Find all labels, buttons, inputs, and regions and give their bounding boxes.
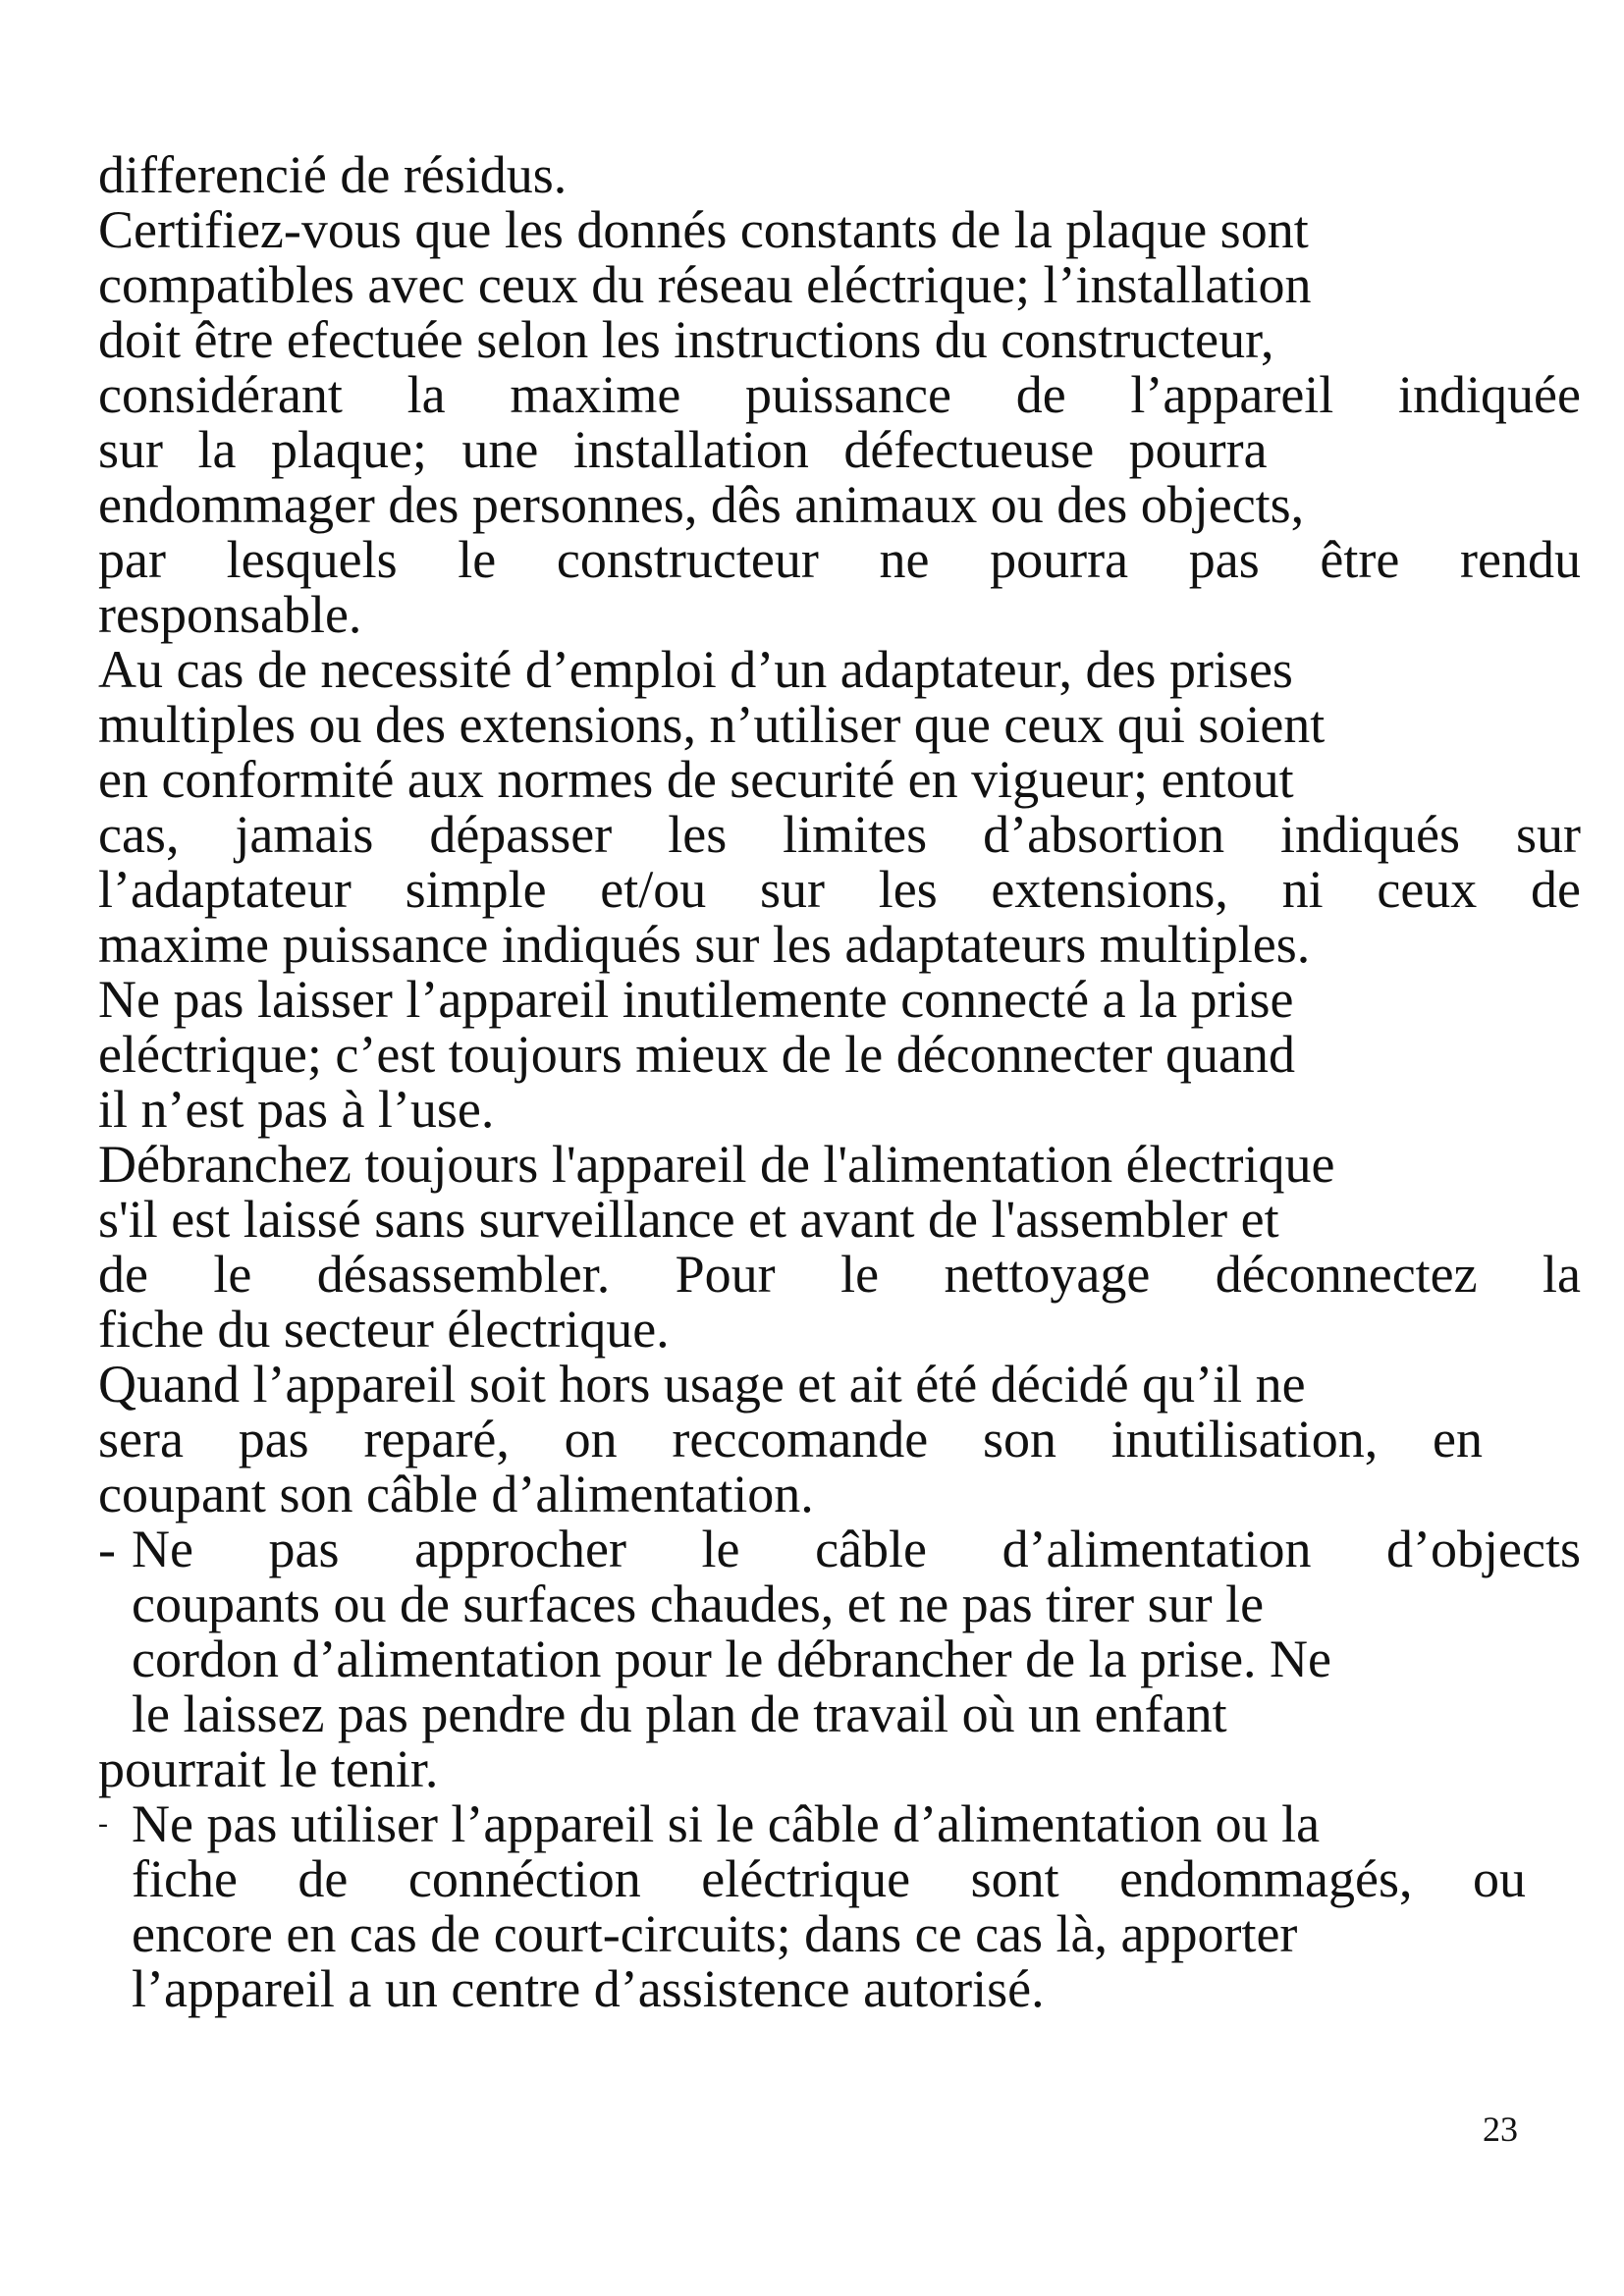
text-line: fiche de connéction eléctrique sont endommagés, ou xyxy=(132,1849,1526,1908)
text-line: pourrait le tenir. xyxy=(98,1739,439,1798)
text-line: endommager des personnes, dês animaux ou des objects, xyxy=(98,475,1305,534)
bullet-dash: - xyxy=(98,1520,116,1578)
text-line: encore en cas de court-circuits; dans ce cas là, apporter xyxy=(132,1904,1298,1963)
page-number: 23 xyxy=(1483,2109,1518,2149)
text-line: considérant la maxime puissance de l’appareil indiquée xyxy=(98,365,1581,424)
bullet-dash: - xyxy=(98,1807,108,1840)
text-line: Ne pas laisser l’appareil inutilemente connecté a la prise xyxy=(98,970,1294,1029)
document-body xyxy=(98,147,1581,2016)
paragraph-residus xyxy=(98,147,1581,202)
text-line: il n’est pas à l’use. xyxy=(98,1080,495,1139)
text-line: Quand l’appareil soit hors usage et ait été décidé qu’il ne xyxy=(98,1355,1306,1414)
text-line: l’adaptateur simple et/ou sur les extensions, ni ceux de xyxy=(98,860,1581,919)
text-line: Au cas de necessité d’emploi d’un adaptateur, des prises xyxy=(98,640,1293,699)
text-line: coupant son câble d’alimentation. xyxy=(98,1465,814,1523)
bullet-item-cable xyxy=(98,1522,1581,1796)
paragraph-hors-usage xyxy=(98,1357,1581,1522)
text-line: sur la plaque; une installation défectueuse pourra xyxy=(98,420,1268,479)
text-line: Ne pas approcher le câble d’alimentation d’objects xyxy=(132,1520,1581,1578)
text-line: Débranchez toujours l'appareil de l'alimentation électrique xyxy=(98,1135,1335,1194)
text-line: le laissez pas pendre du plan de travail où un enfant xyxy=(132,1684,1227,1743)
text-line: responsable. xyxy=(98,585,362,644)
text-line: cordon d’alimentation pour le débrancher de la prise. Ne xyxy=(132,1629,1332,1688)
text-line: doit être efectuée selon les instructions du constructeur, xyxy=(98,310,1274,369)
text-line: eléctrique; c’est toujours mieux de le déconnecter quand xyxy=(98,1025,1296,1084)
text-line: Certifiez-vous que les donnés constants de la plaque sont xyxy=(98,200,1309,259)
paragraph-debranchez xyxy=(98,1137,1581,1357)
bullet-item-fiche xyxy=(98,1796,1581,2016)
paragraph-installation xyxy=(98,202,1581,642)
text-line: multiples ou des extensions, n’utiliser que ceux qui soient xyxy=(98,695,1326,754)
text-line: en conformité aux normes de securité en vigueur; entout xyxy=(98,750,1294,809)
text-line: fiche du secteur électrique. xyxy=(98,1300,670,1359)
text-line: compatibles avec ceux du réseau eléctrique; l’installation xyxy=(98,255,1312,314)
text-line: differencié de résidus. xyxy=(98,145,568,204)
text-line: par lesquels le constructeur ne pourra pas être rendu xyxy=(98,530,1581,589)
text-line: cas, jamais dépasser les limites d’absortion indiqués sur xyxy=(98,805,1581,864)
paragraph-adaptateur xyxy=(98,642,1581,972)
text-line: s'il est laissé sans surveillance et avant de l'assembler et xyxy=(98,1190,1279,1249)
text-line: de le désassembler. Pour le nettoyage déconnectez la xyxy=(98,1245,1581,1304)
text-line: l’appareil a un centre d’assistence autorisé. xyxy=(132,1959,1045,2018)
paragraph-prise xyxy=(98,972,1581,1137)
text-line: sera pas reparé, on reccomande son inutilisation, en xyxy=(98,1410,1483,1468)
text-line: maxime puissance indiqués sur les adaptateurs multiples. xyxy=(98,915,1311,974)
text-line: coupants ou de surfaces chaudes, et ne pas tirer sur le xyxy=(132,1575,1265,1633)
text-line: Ne pas utiliser l’appareil si le câble d’alimentation ou la xyxy=(132,1794,1321,1853)
